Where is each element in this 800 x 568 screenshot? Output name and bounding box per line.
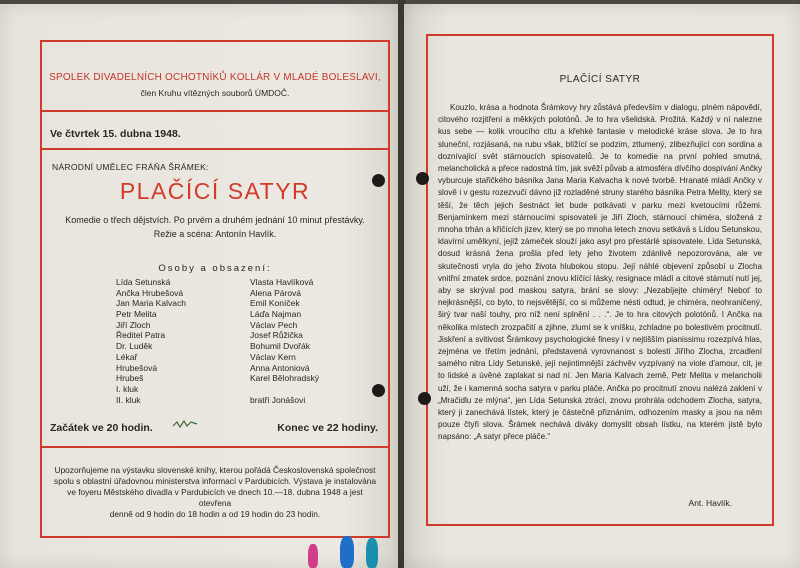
cast-actor: Anna Antoniová (250, 362, 310, 373)
start-time: Začátek ve 20 hodin. (50, 422, 153, 434)
cast-actor: Karel Bělohradský (250, 373, 319, 384)
left-page-frame (40, 40, 390, 538)
notice-line: spolu s oblastní úřadovnou ministerstva informací v Pardubicích. Výstava je instalována (54, 476, 376, 486)
cast-role: Ředitel Patra (116, 330, 166, 341)
bottom-divider (42, 446, 388, 448)
cast-row (116, 363, 376, 374)
cast-role: Ančka Hrubešová (116, 287, 184, 298)
cast-actor: Láďa Najman (250, 309, 302, 320)
cast-role: Petr Melita (116, 309, 157, 320)
cast-actor: Emil Koníček (250, 298, 300, 309)
right-page (404, 4, 800, 568)
cast-role: Lékař (116, 351, 138, 362)
pencil-scribble (172, 418, 198, 430)
end-time: Konec ve 22 hodiny. (277, 422, 378, 434)
cast-row (116, 320, 376, 331)
performance-date: Ve čtvrtek 15. dubna 1948. (50, 128, 181, 140)
notice-line: Upozorňujeme na výstavku slovenské knihy, kterou pořádá Československá společnost (54, 465, 376, 475)
notice-line: denně od 9 hodin do 18 hodin a od 19 hodin do 23 hodin. (109, 509, 321, 519)
org-subheader: člen Kruhu vítězných souborů ÚMDOČ. (140, 88, 290, 98)
binding-hole (418, 392, 431, 405)
right-page-frame (426, 34, 774, 526)
playwright: NÁRODNÍ UMĚLEC FRÁŇA ŠRÁMEK: (52, 162, 209, 172)
play-subtitle: Komedie o třech dějstvích. Po prvém a druhém jednání 10 minut přestávky. (65, 215, 365, 225)
notice-line: ve foyeru Městského divadla v Pardubicích ve dnech 10.—18. dubna 1948 a jest otevřena (67, 487, 363, 508)
date-divider (42, 148, 388, 150)
cast-row (116, 373, 376, 384)
cast-role: Hrubešová (116, 362, 158, 373)
cast-role: II. kluk (116, 394, 141, 405)
director-credit: Režie a scéna: Antonín Havlík. (153, 229, 277, 239)
essay-body: Kouzlo, krása a hodnota Šrámkovy hry zůstává především v dialogu, plném nápovědí, citového rozjitření a měkkých polotónů. Je to hra všelidská. Prožitá. Každý v ní nalezne kus sebe — kolik vroucího citu a křehké fantasie v melodické kráse slova. Je to hra sluneční, rozjásaná, na rubu však, blížící se podzim, ztlumený, zlibezňující con sordina a doznívající svět stárnoucích spisovatelů. Je to komedie na první pohled smutná, melancholická a přece radostná tím, jak svěží půvab a atmosféra dívčího dospívání Ančky vyburcuje stařičkého básníka Jana Maria Kalvacha k nové tvorbě. Hranaté mládí Ančky v slově i v gestu rozezvučí dávno již rozladěné struny starého básníka Petra Melity, který se těší, že těch jejich šestnáct let bude potkávati v parku mezi kvetoucími růžemi. Benjamínkem mezi stárnoucími spisovateli je Jiří Zloch, stárnoucí chiméra, složená z mnoha trhán a křičících jizev, který se po mnoha letech znovu setkává s Lídou Setunskou, klavírní umělkyní, jejíž zámeček slouží jako asyl pro přestárlé spisovatele. Lída Setunská, dosud krásná žena prošla před lety jeho životem zdánlivě nepozorována, ale ve skutečnosti vryla do jeho života hlubokou stopu. Její náhlé objevení způsobí u Zlocha vnitřní zmatek srdce, poznání znovu klíčící lásky, resignace mládí a citové stárnutí nutí jej, aby se skrýval pod maskou satyra, brání se slovy: „Nezabíjejte chiméry! Neboť to nejkrásnější, co bylo, to nejsvětější, co si můžeme nésti odtud, je chiméra, neohraničený, širý tvar naší touhy, pro níž není splnění . . .“. Je to hra citových polotónů. I Ančka na několika místech zrozpačití a zjihne, zlumí se k vníšku, zchladne po bolestivém procitnutí. Jiskření a svitivost Šrámkovy psychologické finesy i v nejtišším pianissimu rozezpívá hlas, zejména ve třetím jednání, představená vyrovnanost s bolestí Jiřího Zlocha, zrcadlení samého nitra Lídy Setunské, její nejintimnější záchvěv vyzpívaný na viole d'amour, cit, je to lidské a úvěné zaplakat si nad ní. Jen Maria Kalvach země, Petr Melita v melancholii uží, že i kamenná socha satyra v parku pláče. Ančka po procitnutí znovu nalézá zaklení v „Mračidlu ze mlýna“, jen Lída Setunská ztrácí, znovu prohrála odchodem Zlocha, satyra, který ji zanechává lístek, který je částečně přiznáním, odhozením masky a jsou na něm pouze čtyři slova. Šrámek nechává diváky domyslit obsah lístku, na kterém jistě bylo napsáno: „A satyr přece pláče.“ (438, 103, 762, 442)
ink-stain (340, 536, 354, 568)
essay-title: PLAČÍCÍ SATYR (559, 74, 641, 85)
cast-actor: Vlasta Havlíková (250, 277, 314, 287)
top-divider (42, 110, 388, 112)
cast-role: Lída Setunská (116, 277, 171, 287)
cast-actor: bratři Jonášovi (250, 394, 306, 405)
cast-actor: Josef Růžička (250, 330, 303, 341)
binding-hole (416, 172, 429, 185)
cast-row (116, 330, 376, 341)
cast-row (116, 298, 376, 309)
cast-actor: Václav Pech (250, 319, 298, 330)
cast-row (116, 288, 376, 299)
ink-stain (366, 538, 378, 568)
exhibition-notice (50, 465, 380, 520)
cast-role: Dr. Luděk (116, 341, 153, 352)
cast-role: Jiří Zloch (116, 319, 151, 330)
cast-row (116, 384, 376, 395)
org-header: SPOLEK DIVADELNÍCH OCHOTNÍKŮ KOLLÁR V MLADÉ BOLESLAVI, (49, 72, 381, 83)
play-title: PLAČÍCÍ SATYR (119, 178, 311, 204)
cast-row (116, 395, 376, 406)
cast-row (116, 309, 376, 320)
cast-row (116, 341, 376, 352)
cast-row (116, 352, 376, 363)
binding-hole (372, 174, 385, 187)
cast-role: Jan Maria Kalvach (116, 298, 186, 309)
essay-signature: Ant. Havlík. (688, 498, 732, 508)
cast-heading: Osoby a obsazení: (158, 263, 272, 274)
cast-actor: Alena Párová (250, 287, 302, 298)
cast-list (116, 277, 376, 405)
binding-hole (372, 384, 385, 397)
left-page (0, 4, 400, 568)
cast-row (116, 277, 376, 288)
cast-actor: Bohumil Dvořák (250, 341, 310, 352)
cast-role: I. kluk (116, 383, 139, 394)
cast-role: Hrubeš (116, 373, 144, 384)
cast-actor: Václav Kern (250, 351, 296, 362)
ink-stain (308, 544, 318, 568)
